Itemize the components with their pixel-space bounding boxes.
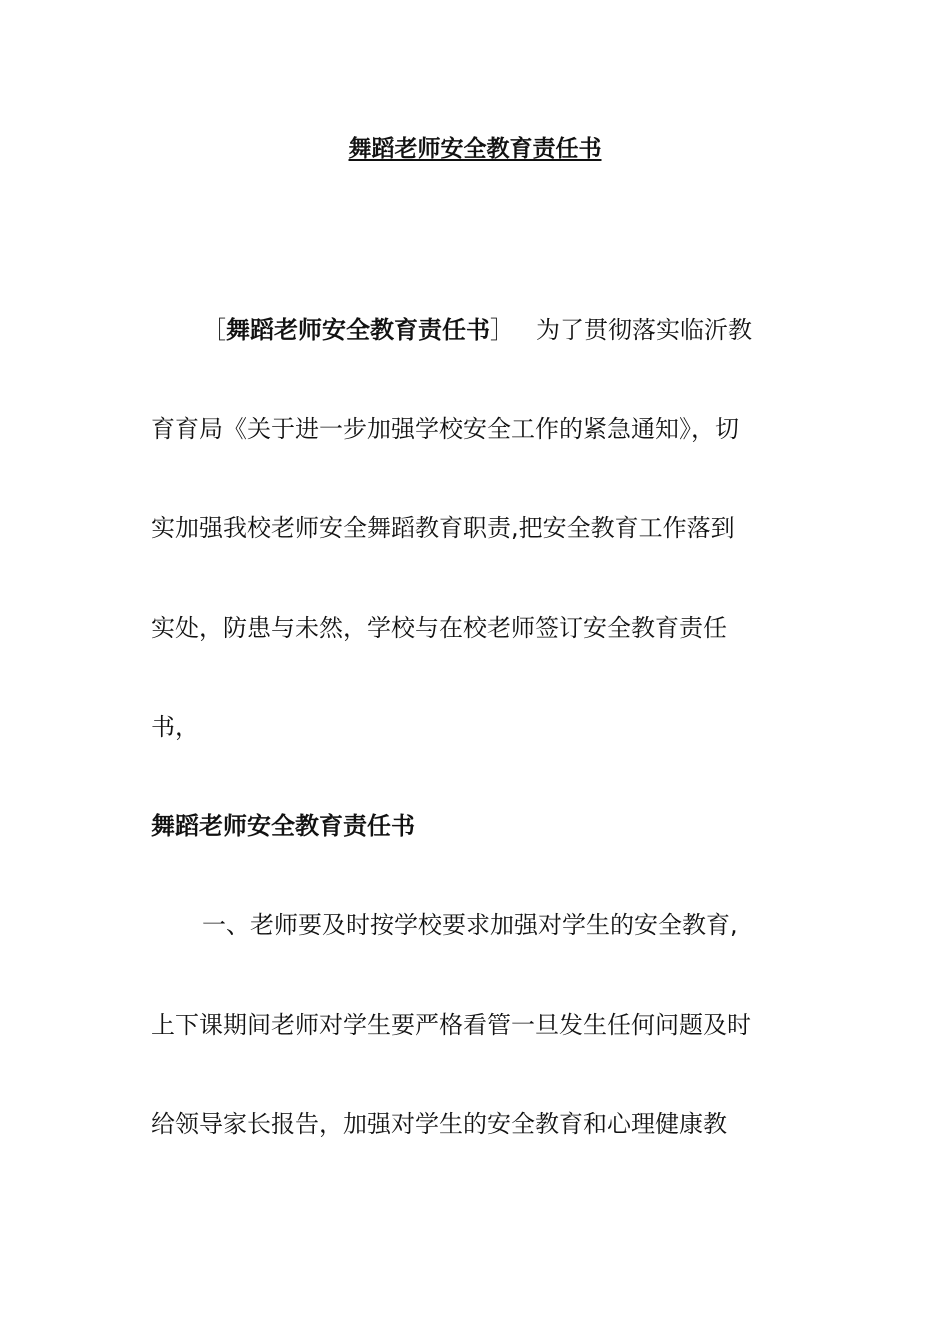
item-1-line-2: 上下课期间老师对学生要严格看管一旦发生任何问题及时 bbox=[151, 1011, 751, 1039]
document-title-text: 舞蹈老师安全教育责任书 bbox=[348, 136, 602, 162]
intro-line-5: 书， bbox=[151, 713, 199, 741]
bracket-close: ］ bbox=[490, 316, 514, 344]
intro-line-3: 实加强我校老师安全舞蹈教育职责,把安全教育工作落到 bbox=[151, 514, 735, 542]
intro-line-1-text: 为了贯彻落实临沂教 bbox=[536, 316, 752, 344]
item-1-line-1: 一、老师要及时按学校要求加强对学生的安全教育, bbox=[202, 911, 738, 939]
bracket-open: ［ bbox=[202, 316, 226, 344]
intro-line-2: 育育局《关于进一步加强学校安全工作的紧急通知》，切 bbox=[151, 415, 739, 443]
document-title bbox=[0, 132, 950, 166]
section-heading: 舞蹈老师安全教育责任书 bbox=[151, 812, 415, 840]
item-1-line-3: 给领导家长报告，加强对学生的安全教育和心理健康教 bbox=[151, 1110, 727, 1138]
intro-line-1 bbox=[202, 313, 752, 347]
bracket-title: 舞蹈老师安全教育责任书 bbox=[226, 316, 490, 344]
intro-line-4: 实处，防患与未然，学校与在校老师签订安全教育责任 bbox=[151, 614, 727, 642]
